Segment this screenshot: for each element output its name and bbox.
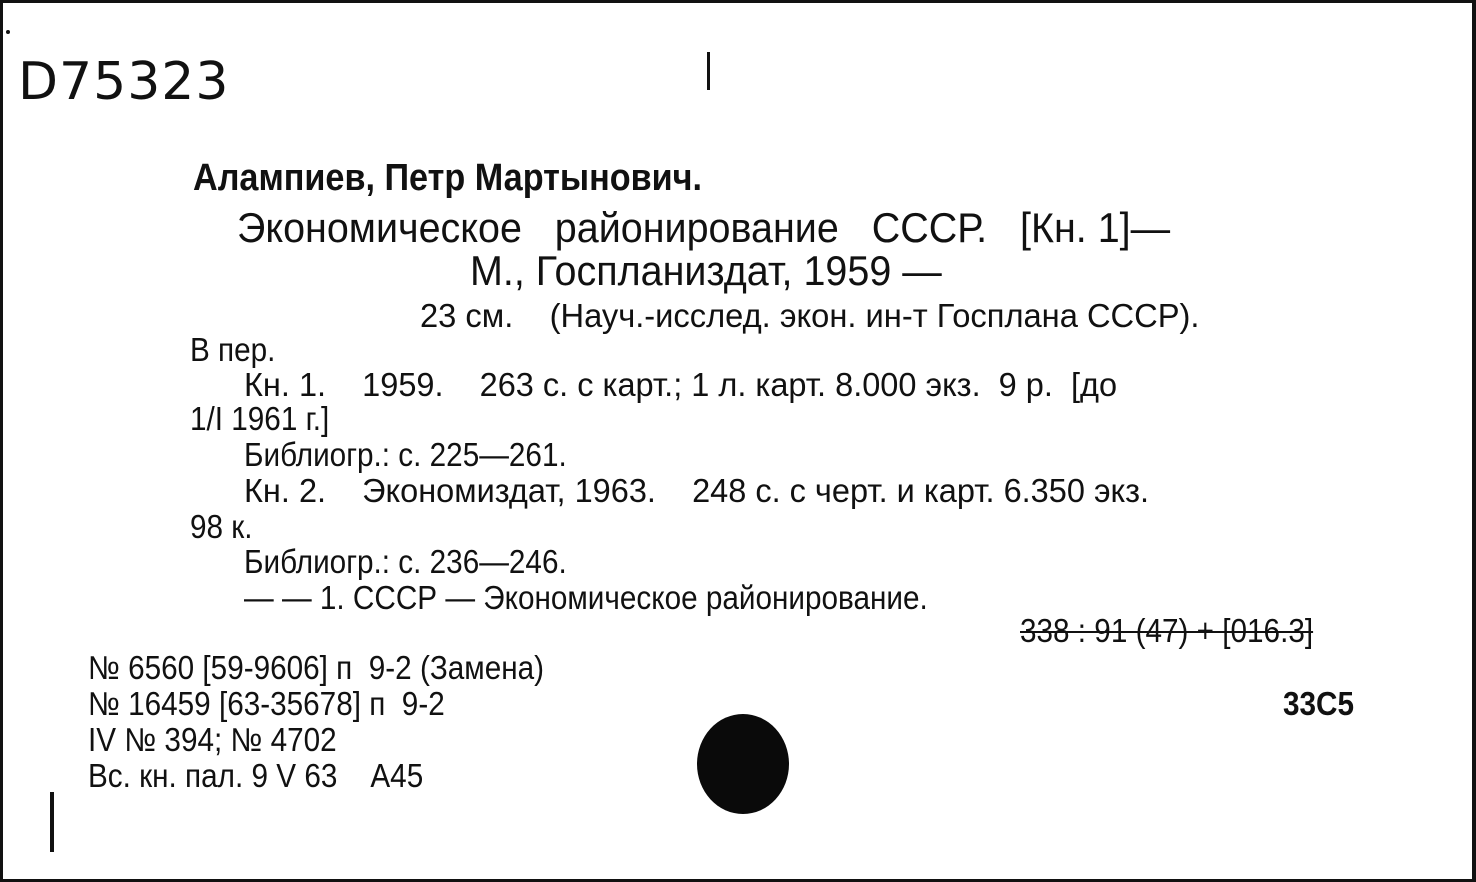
volume-2-price: 98 к.	[190, 508, 253, 545]
binding-note: В пер.	[190, 331, 276, 368]
volume-1-bibliography: Библиогр.: с. 225—261.	[244, 436, 567, 473]
class-code: 33С5	[1283, 685, 1355, 722]
volume-2-bibliography: Библиогр.: с. 236—246.	[244, 543, 567, 580]
volume-2-line: Кн. 2. Экономиздат, 1963. 248 с. с черт. и карт. 6.350 экз.	[244, 472, 1150, 509]
pencil-stroke-left	[50, 792, 54, 852]
author-heading: Алампиев, Петр Мартынович.	[193, 157, 703, 199]
pencil-stroke-top	[707, 52, 710, 90]
physical-description-line: 23 см. (Науч.-исслед. экон. ин-т Госплана СССР).	[420, 297, 1200, 334]
classification-struck: 338 : 91 (47) + [016.3]	[1020, 612, 1314, 649]
record-line-4: Вс. кн. пал. 9 V 63 А45	[88, 757, 424, 794]
card-border-right	[1472, 0, 1476, 882]
subject-heading: — — 1. СССР — Экономическое районирование.	[244, 579, 928, 616]
volume-1-date: 1/I 1961 г.]	[190, 400, 330, 437]
corner-dot	[6, 30, 10, 34]
punch-hole	[697, 714, 789, 814]
record-line-1: № 6560 [59-9606] п 9-2 (Замена)	[88, 649, 545, 686]
record-line-3: IV № 394; № 4702	[88, 721, 337, 758]
record-line-2: № 16459 [63-35678] п 9-2	[88, 685, 445, 722]
shelf-mark: D75323	[18, 52, 230, 112]
volume-1-line: Кн. 1. 1959. 263 с. с карт.; 1 л. карт. 8.000 экз. 9 р. [до	[244, 366, 1118, 403]
title-line: Экономическое районирование СССР. [Кн. 1]—	[237, 204, 1171, 251]
card-border-left	[0, 0, 3, 882]
card-border-top	[0, 0, 1476, 3]
imprint-line: М., Госпланиздат, 1959 —	[470, 247, 942, 294]
